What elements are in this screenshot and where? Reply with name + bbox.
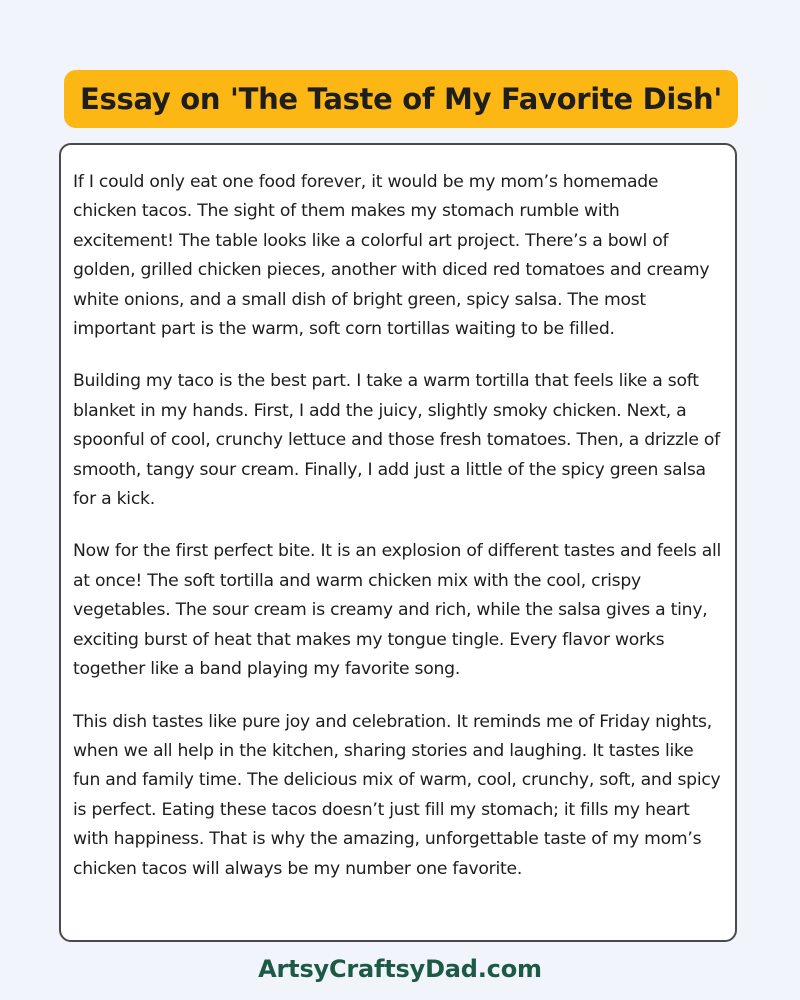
essay-paragraph-4: This dish tastes like pure joy and celebration. It reminds me of Friday nights, when we all help in the kitchen, sharing stories and laughing. It tastes like fun and family time. The delicious mix of warm, cool, crunchy, soft, and spicy is perfect. Eating these tacos doesn’t just fill my stomach; it fills my heart with happiness. That is why the amazing, unforgettable taste of my mom’s chicken tacos will always be my number one favorite. [73, 711, 721, 879]
essay-card [59, 143, 737, 942]
essay-paragraph-2: Building my taco is the best part. I take a warm tortilla that feels like a soft blanket in my hands. First, I add the juicy, slightly smoky chicken. Next, a spoonful of cool, crunchy lettuce and those fresh tomatoes. Then, a drizzle of smooth, tangy sour cream. Finally, I add just a little of the spicy green salsa for a kick. [73, 371, 720, 510]
essay-paragraph-3: Now for the first perfect bite. It is an explosion of different tastes and feels all at once! The soft tortilla and warm chicken mix with the cool, crispy vegetables. The sour cream is creamy and rich, while the salsa gives a tiny, exciting burst of heat that makes my tongue tingle. Every flavor works together like a band playing my favorite song. [73, 541, 722, 680]
page-title: Essay on 'The Taste of My Favorite Dish' [80, 82, 722, 116]
title-banner [64, 70, 738, 128]
footer-brand: ArtsyCraftsyDad.com [258, 955, 542, 983]
essay-paragraph-1: If I could only eat one food forever, it would be my mom’s homemade chicken tacos. The sight of them makes my stomach rumble with excitement! The table looks like a colorful art project. There’s a bowl of golden, grilled chicken pieces, another with diced red tomatoes and creamy white onions, and a small dish of bright green, spicy salsa. The most important part is the warm, soft corn tortillas waiting to be filled. [73, 172, 710, 340]
